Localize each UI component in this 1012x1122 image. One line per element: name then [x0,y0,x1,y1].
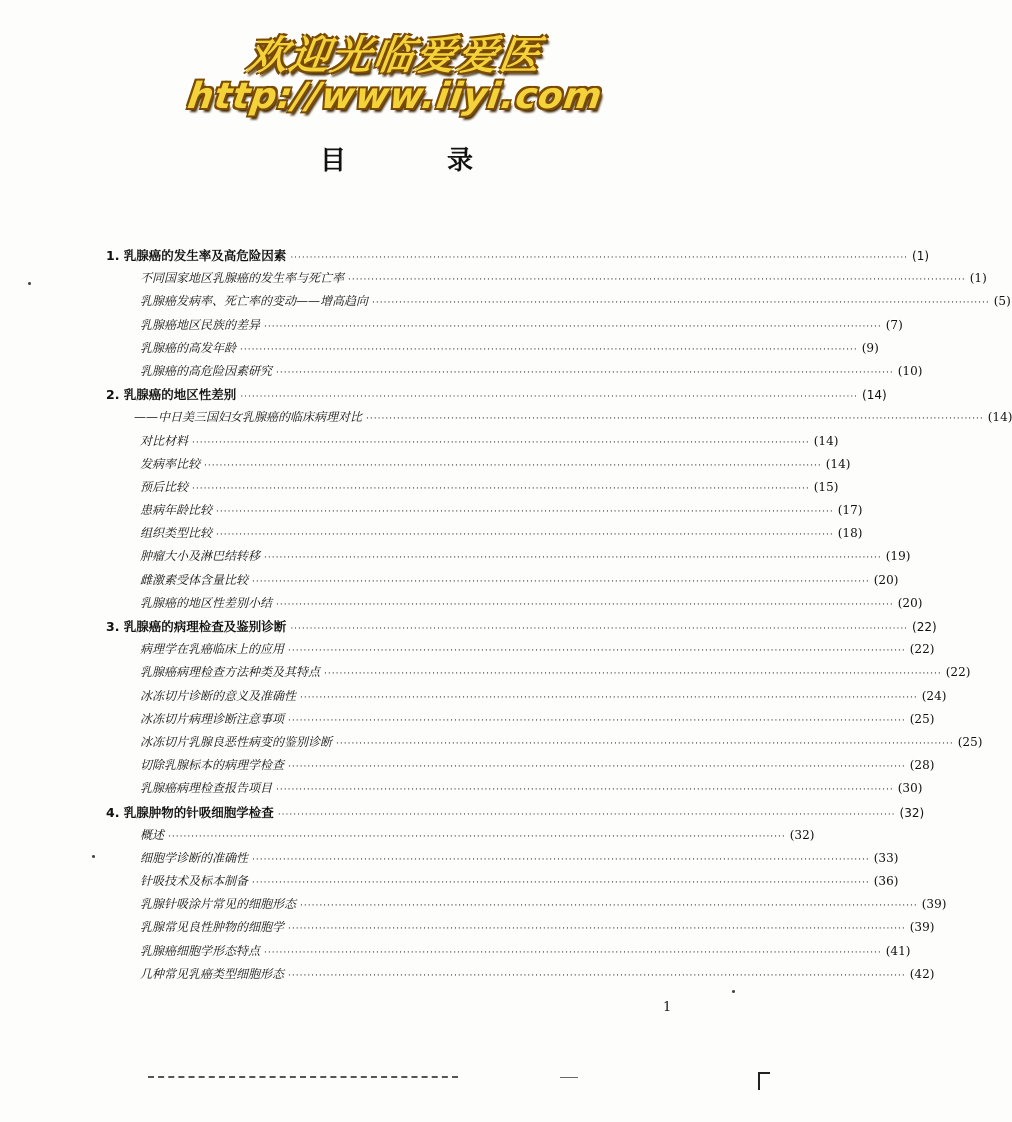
toc-title: 乳腺癌细胞学形态特点 [140,943,261,958]
toc-page-number: (17) [837,503,863,518]
scan-speck [28,282,31,285]
toc-page-number: (41) [885,943,911,958]
toc-page-number: (14) [813,433,839,448]
toc-title: 患病年龄比较 [140,503,213,518]
toc-entry-row [106,754,935,777]
toc-leader-dots: ································································································································································ [290,253,909,263]
toc-title: 雌激素受体含量比较 [140,572,249,587]
toc-leader-dots: ································································································································································ [288,762,906,773]
toc-title: 乳腺癌病理检查报告项目 [140,781,273,796]
toc-title: 发病率比较 [140,456,201,471]
toc-page-number: (25) [957,734,983,749]
toc-leader-dots: ································································································································································ [192,483,810,494]
toc-leader-dots: ································································································································································ [288,924,906,935]
scan-speck [732,990,735,993]
toc-leader-dots: ································································································································································ [216,507,834,518]
toc-entry-row [106,545,911,568]
toc-leader-dots: ································································································································································ [264,321,882,332]
toc-page-number: (42) [909,966,935,981]
toc-title: 对比材料 [140,433,189,448]
toc-page-number: (20) [897,595,923,610]
page-number: 1 [663,1000,672,1015]
toc-page-number: (10) [897,363,923,378]
table-of-contents [106,244,1012,986]
page-title: 目 录 [319,146,520,176]
toc-chapter-row [106,383,887,406]
toc-page-number: (1) [969,271,987,286]
toc-page-number: (19) [885,549,911,564]
toc-page-number: (22) [945,665,971,680]
toc-title: 不同国家地区乳腺癌的发生率与死亡率 [140,271,345,286]
toc-chapter-row [106,801,925,824]
toc-entry-row [106,963,935,986]
toc-page-number: (33) [873,850,899,865]
toc-page-number: (36) [873,874,899,889]
toc-page-number: (22) [909,642,935,657]
toc-entry-row [106,267,987,290]
toc-page-number: (14) [987,410,1012,425]
toc-page-number: (32) [899,805,925,820]
toc-title: 概述 [140,827,165,842]
toc-title: 冰冻切片乳腺良恶性病变的鉴别诊断 [140,734,333,749]
toc-leader-dots: ································································································································································ [288,646,906,657]
toc-leader-dots: ································································································································································ [276,599,894,610]
toc-leader-dots: ································································································································································ [324,669,942,680]
toc-leader-dots: ································································································································································ [204,460,822,471]
toc-leader-dots: ································································································································································ [276,785,894,796]
scan-speck [92,855,95,858]
toc-entry-row [106,870,899,893]
toc-page-number: (14) [825,456,851,471]
toc-title: 组织类型比较 [140,526,213,541]
toc-title: 肿瘤大小及淋巴结转移 [140,549,261,564]
toc-leader-dots: ································································································································································ [276,367,894,378]
toc-page-number: (28) [909,758,935,773]
toc-entry-row [106,360,923,383]
toc-leader-dots: ································································································································································ [348,275,966,286]
toc-page-number: (7) [885,317,903,332]
toc-entry-row [106,522,863,545]
toc-entry-row [106,337,879,360]
toc-leader-dots: ································································································································································ [240,344,858,355]
toc-title: 乳腺癌病理检查方法种类及其特点 [140,665,321,680]
toc-leader-dots: ································································································································································ [277,809,896,820]
toc-leader-dots: ································································································································································ [288,970,906,981]
toc-title: 2. 乳腺癌的地区性差别 [106,387,237,403]
toc-leader-dots: ································································································································································ [216,530,834,541]
toc-entry-row [106,777,923,800]
toc-title: 冰冻切片诊断的意义及准确性 [140,688,297,703]
toc-page-number: (14) [862,388,887,403]
toc-entry-row [106,314,903,337]
toc-chapter-row [106,615,937,638]
toc-page-number: (39) [909,920,935,935]
toc-page-number: (39) [921,897,947,912]
toc-entry-row [106,406,1012,429]
scan-artifact-line [560,1077,578,1078]
toc-leader-dots: ································································································································································ [336,738,954,749]
toc-title: 几种常见乳癌类型细胞形态 [140,966,285,981]
toc-leader-dots: ································································································································································ [252,878,870,889]
toc-entry-row [106,592,923,615]
toc-entry-row [106,290,1011,313]
scan-artifact-line [148,1076,458,1078]
toc-entry-row [106,453,851,476]
toc-leader-dots: ································································································································································ [372,298,990,309]
toc-page-number: (18) [837,526,863,541]
toc-leader-dots: ································································································································································ [264,553,882,564]
toc-entry-row [106,499,863,522]
toc-leader-dots: ································································································································································ [192,437,810,448]
corner-crop-mark [758,1072,770,1090]
toc-entry-row [106,916,935,939]
toc-entry-row [106,661,971,684]
toc-leader-dots: ································································································································································ [300,692,918,703]
toc-leader-dots: ································································································································································ [252,576,870,587]
toc-title: 针吸技术及标本制备 [140,874,249,889]
toc-title: 3. 乳腺癌的病理检查及鉴别诊断 [106,619,287,634]
toc-title: 切除乳腺标本的病理学检查 [140,758,285,773]
toc-entry-row [106,569,899,592]
toc-page-number: (9) [861,340,879,355]
toc-leader-dots: ································································································································································ [252,854,870,865]
toc-title: 乳腺癌发病率、死亡率的变动——增高趋向 [140,294,369,309]
toc-chapter-row [106,244,930,267]
toc-entry-row [106,476,839,499]
toc-leader-dots: ································································································································································ [288,715,906,726]
toc-leader-dots: ································································································································································ [300,901,918,912]
toc-page-number: (15) [813,479,839,494]
toc-leader-dots: ································································································································································ [264,947,882,958]
toc-title: 乳腺癌地区民族的差异 [140,317,261,332]
toc-title: 预后比较 [140,479,189,494]
toc-page-number: (5) [993,294,1011,309]
toc-title: 乳腺针吸涂片常见的细胞形态 [140,897,297,912]
toc-entry-row [106,638,935,661]
toc-leader-dots: ································································································································································ [240,392,859,403]
watermark-logo [185,20,608,130]
toc-title: 冰冻切片病理诊断注意事项 [140,711,285,726]
watermark-text-line2: http://www.iiyi.com [185,76,606,117]
toc-page-number: (25) [909,711,935,726]
toc-page-number: (22) [912,620,937,634]
toc-leader-dots: ································································································································································ [290,624,909,634]
toc-title: 1. 乳腺癌的发生率及高危险因素 [106,248,287,263]
toc-title: 乳腺癌的地区性差别小结 [140,595,273,610]
toc-page-number: (20) [873,572,899,587]
toc-page-number: (30) [897,781,923,796]
toc-entry-row [106,731,983,754]
toc-entry-row [106,847,899,870]
toc-page-number: (32) [789,827,815,842]
toc-title: 病理学在乳癌临床上的应用 [140,642,285,657]
toc-leader-dots: ································································································································································ [168,831,786,842]
toc-entry-row [106,708,935,731]
watermark-text-line1: 欢迎光临爱爱医 [244,33,545,79]
toc-title: ——中日美三国妇女乳腺癌的临床病理对比 [134,410,363,425]
toc-title: 乳腺常见良性肿物的细胞学 [140,920,285,935]
toc-title: 细胞学诊断的准确性 [140,850,249,865]
toc-title: 4. 乳腺肿物的针吸细胞学检查 [106,804,274,820]
toc-title: 乳腺癌的高发年龄 [140,340,237,355]
toc-entry-row [106,824,815,847]
toc-leader-dots: ································································································································································ [366,414,984,425]
toc-title: 乳腺癌的高危险因素研究 [140,363,273,378]
toc-entry-row [106,685,947,708]
toc-page-number: (24) [921,688,947,703]
toc-page-number: (1) [912,249,930,263]
toc-entry-row [106,893,947,916]
toc-entry-row [106,430,839,453]
toc-entry-row [106,940,911,963]
